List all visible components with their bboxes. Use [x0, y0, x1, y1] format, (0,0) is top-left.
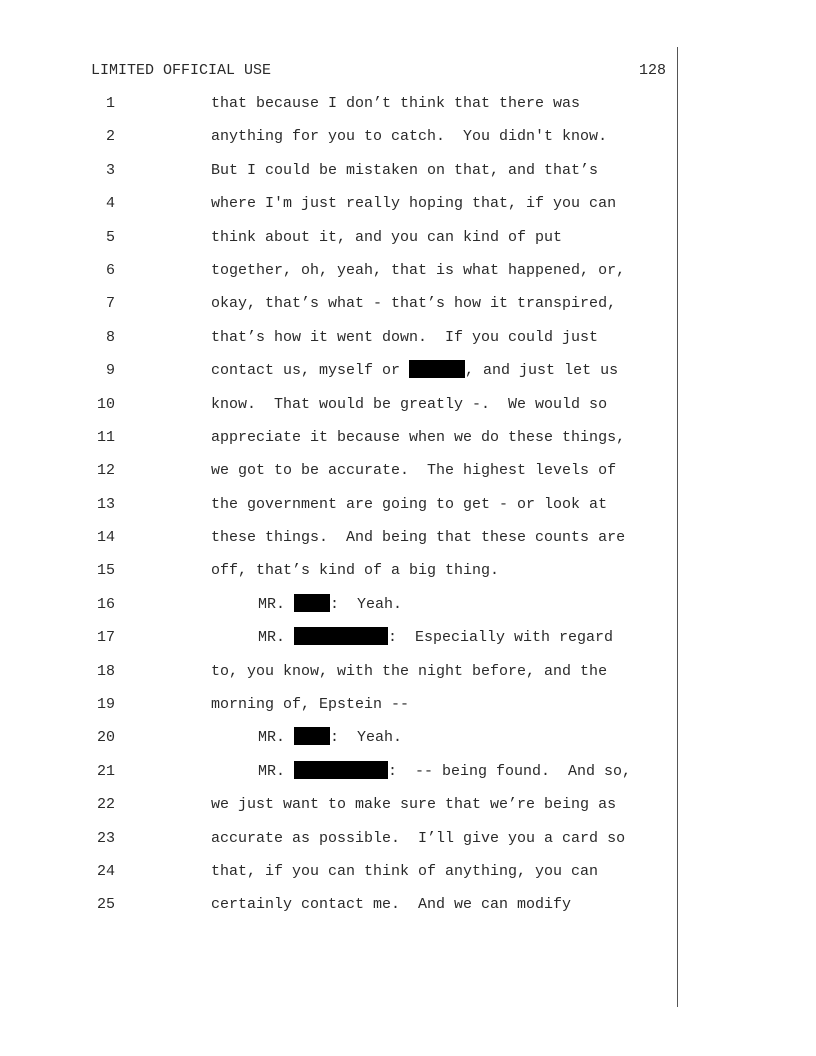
line-number: 12: [96, 462, 115, 480]
speaker-prefix: MR.: [258, 629, 295, 647]
speaker-text: : Yeah.: [330, 595, 403, 613]
transcript-line: [0, 627, 676, 660]
transcript-line: [0, 460, 676, 493]
transcript-line: [0, 894, 676, 927]
redaction-block: [294, 761, 388, 779]
transcript-line: [0, 794, 676, 827]
transcript-line: [0, 594, 676, 627]
transcript-line: [0, 394, 676, 427]
transcript-line: [0, 93, 676, 126]
line-text: together, oh, yeah, that is what happened, or,: [211, 261, 626, 279]
redaction-block: [294, 727, 330, 745]
line-number: 13: [96, 495, 115, 513]
line-number: 24: [96, 862, 115, 880]
line-number: 4: [105, 195, 115, 213]
classification-header: LIMITED OFFICIAL USE: [91, 62, 272, 79]
transcript-line: [0, 227, 676, 260]
transcript-line: [0, 360, 676, 393]
line-number: 1: [105, 95, 115, 112]
line-text: we just want to make sure that we’re being as: [211, 796, 617, 814]
redaction-block: [294, 594, 330, 612]
page-number: 128: [638, 62, 666, 79]
line-text: certainly contact me. And we can modify: [211, 896, 572, 914]
transcript-line: [0, 327, 676, 360]
speaker-line: [258, 594, 402, 616]
line-text: off, that’s kind of a big thing.: [211, 562, 500, 580]
line-number: 11: [96, 428, 115, 446]
line-number: 20: [96, 729, 115, 747]
transcript-line: [0, 861, 676, 894]
line-text: these things. And being that these counts are: [211, 529, 626, 547]
speaker-prefix: MR.: [258, 595, 295, 613]
transcript-lines: [0, 93, 676, 928]
transcript-line: [0, 661, 676, 694]
speaker-line: [258, 761, 631, 783]
transcript-line: [0, 560, 676, 593]
transcript-line: [0, 694, 676, 727]
transcript-line: [0, 160, 676, 193]
line-text: But I could be mistaken on that, and that’s: [211, 161, 599, 179]
transcript-line: [0, 126, 676, 159]
line-number: 22: [96, 796, 115, 814]
line-number: 25: [96, 896, 115, 914]
line-number: 7: [105, 295, 115, 313]
line-text: the government are going to get - or look at: [211, 495, 608, 513]
line-text: that, if you can think of anything, you can: [211, 862, 599, 880]
speaker-text: : -- being found. And so,: [388, 762, 632, 780]
line-text: to, you know, with the night before, and the: [211, 662, 608, 680]
line-text: appreciate it because when we do these things,: [211, 428, 626, 446]
transcript-line: [0, 293, 676, 326]
line-text: think about it, and you can kind of put: [211, 228, 563, 246]
line-text-after-redaction: , and just let us: [465, 362, 619, 380]
line-text: that’s how it went down. If you could just: [211, 328, 599, 346]
line-number: 3: [105, 161, 115, 179]
line-text: where I'm just really hoping that, if you can: [211, 195, 617, 213]
line-number: 17: [96, 629, 115, 647]
line-text: okay, that’s what - that’s how it transpired,: [211, 295, 617, 313]
line-number: 14: [96, 529, 115, 547]
line-text: [211, 360, 618, 382]
line-number: 10: [96, 395, 115, 413]
transcript-line: [0, 494, 676, 527]
line-number: 2: [105, 128, 115, 146]
line-number: 18: [96, 662, 115, 680]
redaction-block: [294, 627, 388, 645]
line-number: 9: [105, 362, 115, 380]
line-text: morning of, Epstein --: [211, 696, 410, 714]
line-text: accurate as possible. I’ll give you a card so: [211, 829, 626, 847]
transcript-line: [0, 427, 676, 460]
speaker-prefix: MR.: [258, 729, 295, 747]
transcript-line: [0, 828, 676, 861]
line-text-before-redaction: contact us, myself or: [211, 362, 410, 380]
line-number: 19: [96, 696, 115, 714]
transcript-line: [0, 727, 676, 760]
line-number: 16: [96, 595, 115, 613]
speaker-line: [258, 727, 402, 749]
line-text: know. That would be greatly -. We would so: [211, 395, 608, 413]
line-number: 23: [96, 829, 115, 847]
transcript-line: [0, 761, 676, 794]
transcript-line: [0, 527, 676, 560]
redaction-block: [409, 360, 465, 378]
line-text: we got to be accurate. The highest levels of: [211, 462, 617, 480]
speaker-line: [258, 627, 613, 649]
line-text: that because I don’t think that there was: [211, 95, 581, 112]
speaker-prefix: MR.: [258, 762, 295, 780]
line-text: anything for you to catch. You didn't know.: [211, 128, 608, 146]
right-margin-rule: [677, 47, 678, 1007]
line-number: 5: [105, 228, 115, 246]
transcript-line: [0, 193, 676, 226]
line-number: 8: [105, 328, 115, 346]
line-number: 6: [105, 261, 115, 279]
line-number: 21: [96, 762, 115, 780]
speaker-text: : Yeah.: [330, 729, 403, 747]
transcript-line: [0, 260, 676, 293]
speaker-text: : Especially with regard: [388, 629, 614, 647]
line-number: 15: [96, 562, 115, 580]
